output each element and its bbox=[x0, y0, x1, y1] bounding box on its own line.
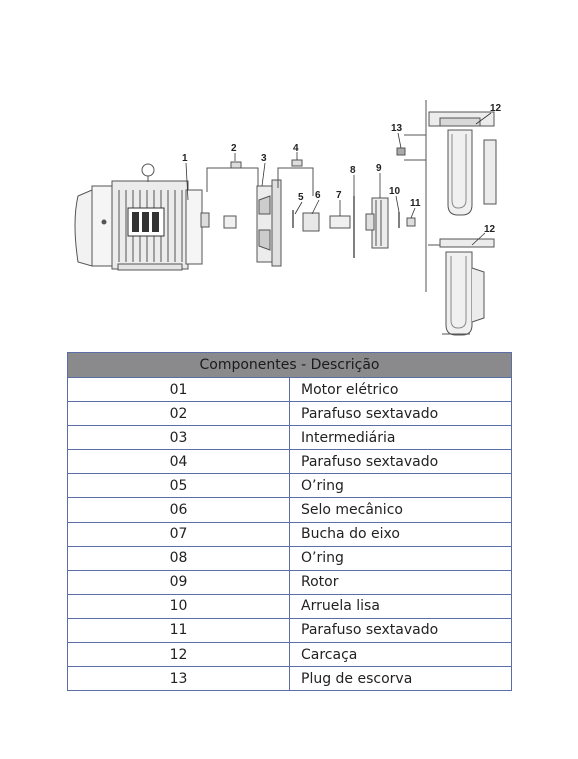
part-description: O’ring bbox=[290, 474, 512, 498]
table-body bbox=[68, 378, 512, 691]
casing-bottom-drawing bbox=[428, 239, 494, 335]
part-number: 09 bbox=[68, 570, 290, 594]
table-row bbox=[68, 426, 512, 450]
callout-4: 4 bbox=[293, 143, 299, 154]
part-number: 12 bbox=[68, 643, 290, 667]
part-number: 02 bbox=[68, 402, 290, 426]
impeller-drawing bbox=[366, 198, 388, 248]
table-row bbox=[68, 594, 512, 618]
callout-6: 6 bbox=[315, 190, 321, 201]
table-row bbox=[68, 450, 512, 474]
callout-10: 10 bbox=[389, 186, 401, 197]
callout-1: 1 bbox=[182, 153, 188, 164]
callout-2: 2 bbox=[231, 143, 237, 154]
part-number: 08 bbox=[68, 546, 290, 570]
table-row bbox=[68, 378, 512, 402]
part-description: Rotor bbox=[290, 570, 512, 594]
part-number: 06 bbox=[68, 498, 290, 522]
motor-drawing bbox=[75, 164, 209, 270]
callout-12-top: 12 bbox=[490, 103, 502, 114]
callout-12-bottom: 12 bbox=[484, 224, 496, 235]
callout-7: 7 bbox=[336, 190, 342, 201]
table-row bbox=[68, 618, 512, 642]
part-description: Parafuso sextavado bbox=[290, 402, 512, 426]
table-row bbox=[68, 498, 512, 522]
table-row bbox=[68, 522, 512, 546]
table-row bbox=[68, 546, 512, 570]
callout-5: 5 bbox=[298, 192, 304, 203]
callout-8: 8 bbox=[350, 165, 356, 176]
part-description: Bucha do eixo bbox=[290, 522, 512, 546]
table-header-row bbox=[68, 353, 512, 378]
components-table bbox=[67, 352, 512, 691]
exploded-view-diagram bbox=[0, 0, 578, 345]
part-description: Arruela lisa bbox=[290, 594, 512, 618]
part-description: Plug de escorva bbox=[290, 667, 512, 691]
part-description: Parafuso sextavado bbox=[290, 618, 512, 642]
table-row bbox=[68, 570, 512, 594]
part-description: Intermediária bbox=[290, 426, 512, 450]
table-header: Componentes - Descrição bbox=[68, 353, 512, 378]
part-number: 13 bbox=[68, 667, 290, 691]
part-description: Carcaça bbox=[290, 643, 512, 667]
part-number: 07 bbox=[68, 522, 290, 546]
part-number: 03 bbox=[68, 426, 290, 450]
table-row bbox=[68, 667, 512, 691]
part-number: 10 bbox=[68, 594, 290, 618]
callout-13: 13 bbox=[391, 123, 403, 134]
intermediate-flange-drawing bbox=[257, 180, 281, 266]
part-number: 01 bbox=[68, 378, 290, 402]
part-description: O’ring bbox=[290, 546, 512, 570]
part-number: 04 bbox=[68, 450, 290, 474]
part-number: 11 bbox=[68, 618, 290, 642]
table-row bbox=[68, 474, 512, 498]
callout-11: 11 bbox=[410, 198, 421, 209]
part-description: Selo mecânico bbox=[290, 498, 512, 522]
part-description: Parafuso sextavado bbox=[290, 450, 512, 474]
table-row bbox=[68, 402, 512, 426]
callout-9: 9 bbox=[376, 163, 382, 174]
callout-3: 3 bbox=[261, 153, 267, 164]
part-description: Motor elétrico bbox=[290, 378, 512, 402]
part-number: 05 bbox=[68, 474, 290, 498]
table-row bbox=[68, 643, 512, 667]
